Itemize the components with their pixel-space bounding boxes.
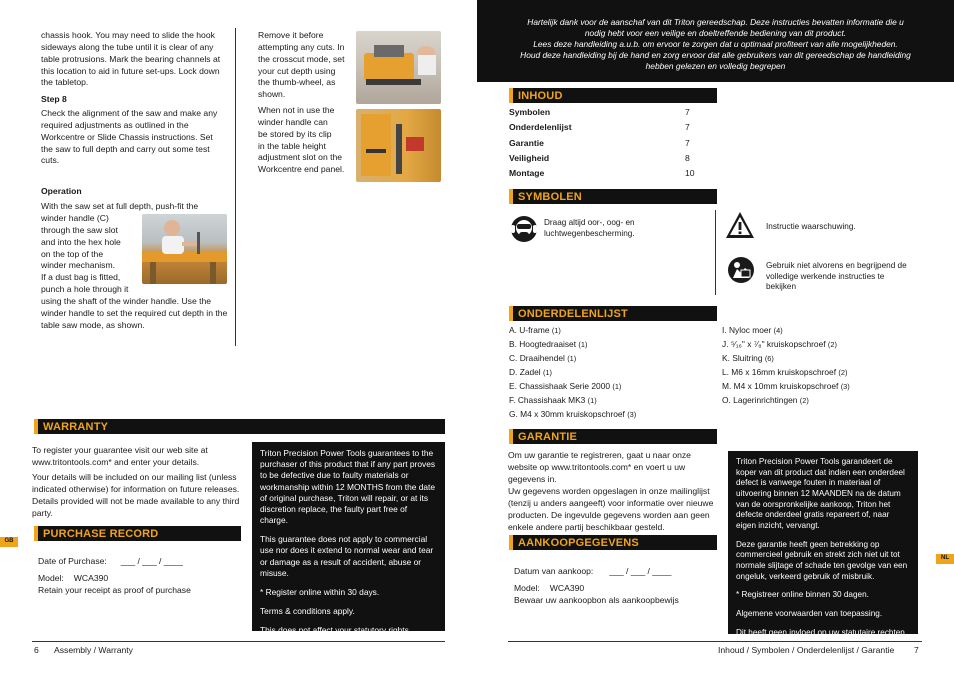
col2-text1: Remove it before attempting any cuts. In the crosscut mode, set your cut depth using the thumb-wheel, as shown. [258,30,345,100]
part-f: F. Chassishaak MK3 (1) [509,395,597,405]
symbols-divider [715,210,716,295]
warning-symbol-text: Instructie waarschuwing. [766,222,856,231]
read-manual-icon [727,256,755,284]
onderdelen-header: ONDERDELENLIJST [509,306,717,321]
warranty-header: WARRANTY [34,419,445,434]
toc-page-onderdelenlijst: 7 [685,122,690,132]
part-d: D. Zadel (1) [509,367,553,377]
part-j: J. ⁵⁄₁₆" x ⁷⁄₈" kruiskopschroef (2) [722,339,837,349]
toc-item-onderdelenlijst: Onderdelenlijst [509,122,572,132]
manual-symbol-text: Gebruik niet alvorens en begrijpend de volledige werkende instructies te bekijken [766,261,907,291]
aankoop-date: Datum van aankoop: ___ / ___ / ____ [514,566,672,576]
toc-item-veiligheid: Veiligheid [509,153,550,163]
operation-title: Operation [41,186,82,196]
step8-title: Step 8 [41,94,67,104]
purchase-record-header: PURCHASE RECORD [34,526,241,541]
symbolen-header: SYMBOLEN [509,189,717,204]
operation-line1: With the saw set at full depth, push-fit the [41,201,199,211]
part-m: M. M4 x 10mm kruiskopschroef (3) [722,381,850,391]
garantie-header: GARANTIE [509,429,717,444]
part-c: C. Draaihendel (1) [509,353,577,363]
col2-text2: When not in use the winder handle can be stored by its clip in the table height adjustment slot on the Workcentre end panel. [258,105,345,175]
garantie-p1: Om uw garantie te registreren, gaat u naar onze website op www.tritontools.com* en voert u uw gegevens in. [508,450,691,484]
part-l: L. M6 x 16mm kruiskopschroef (2) [722,367,848,377]
aankoopgegevens-header: AANKOOPGEGEVENS [509,535,717,550]
ppe-icon [510,214,538,244]
warranty-p1: To register your guarantee visit our web site at www.tritontools.com* and enter your details. [32,445,208,467]
part-o: O. Lagerinrichtingen (2) [722,395,809,405]
toc-page-montage: 10 [685,168,695,178]
part-k: K. Sluitring (6) [722,353,774,363]
toc-page-symbolen: 7 [685,107,690,117]
aankoop-model: Model: WCA390 [514,583,585,593]
part-b: B. Hoogtedraaiset (1) [509,339,588,349]
left-column-divider [235,28,236,346]
right-footer-rule [508,641,922,642]
toc-item-garantie: Garantie [509,138,544,148]
toc-page-garantie: 7 [685,138,690,148]
right-footer-title: Inhoud / Symbolen / Onderdelenlijst / Garantie [718,645,895,655]
part-a: A. U-frame (1) [509,325,561,335]
winder-photo [142,214,227,284]
part-e: E. Chassishaak Serie 2000 (1) [509,381,622,391]
purchase-model: Model: WCA390 [38,573,109,583]
toc-item-montage: Montage [509,168,545,178]
thumbwheel-photo [356,31,441,104]
left-footer-rule [32,641,445,642]
purchase-date: Date of Purchase: ___ / ___ / ____ [38,556,183,566]
right-footer-page: 7 [914,645,919,655]
guarantee-box: Triton Precision Power Tools guarantees to the purchaser of this product that if any part proves to be defective due to faulty materials or workmanship within 12 MONTHS from the date of original purchase, Triton will repair, or at its discretion replace, the faulty part free of charge. This guarantee does not apply to commercial use nor does it extend to normal wear and tear or damage as a result of accident, abuse or misuse. * Register online within 30 days. Terms & conditions apply. This does not affect your statutory rights [252,442,445,631]
side-tab-nl: NL [936,554,954,564]
garantie-p2: Uw gegevens worden opgeslagen in onze mailinglijst (tenzij u anders aangeeft) voor informatie over nieuwe producten. De ingevulde gegevens worden aan geen enkele andere partij beschikbaar gesteld. [508,486,714,532]
intro-banner: Hartelijk dank voor de aanschaf van dit Triton gereedschap. Deze instructies bevatten informatie die u nodig hebt voor een veilige en doeltreffende bediening van dit product. Lees deze handleiding a.u.b. om ervoor te zorgen dat u optimaal profiteert van alle mogelijkheden. Houd deze handleiding bij de hand en zorg ervoor dat alle gebruikers van dit gereedschap de handleiding hebben gelezen en volledig begrepen [477,0,954,82]
warning-triangle-icon [725,211,755,239]
part-i: I. Nyloc moer (4) [722,325,783,335]
left-footer-title: Assembly / Warranty [54,645,133,655]
side-tab-gb: GB [0,537,18,547]
operation-rest: using the shaft of the winder handle. Use the winder handle to set the required cut depth in the table saw mode, as shown. [41,296,228,330]
left-footer-page: 6 [34,645,39,655]
storage-photo [356,109,441,182]
warranty-p2: Your details will be included on our mailing list (unless indicated otherwise) for information on future releases. Details provided will not be made available to any third party. [32,472,240,518]
operation-wrap: winder handle (C) through the saw slot and into the hex hole on the top of the winder mechanism. If a dust bag is fitted, punch a hole through it [41,213,129,295]
garantie-box: Triton Precision Power Tools garandeert de koper van dit product dat indien een onderdeel defect is vanwege fouten in materiaal of uitvoering binnen 12 MAANDEN na de datum van de oorspronkelijke aankoop, Triton het defecte onderdeel gratis repareert of, naar eigen inzicht, vervangt. Deze garantie heeft geen betrekking op commercieel gebruik en strekt zich niet uit tot normale slijtage of schade ten gevolge van een ongeluk, verkeerd gebruik of misbruik. * Registreer online binnen 30 dagen. Algemene voorwaarden van toepassing. Dit heeft geen invloed op uw statutaire rechten [728,451,918,634]
ppe-symbol-text: Draag altijd oor-, oog- en luchtwegenbescherming. [544,218,635,238]
aankoop-retain: Bewaar uw aankoopbon als aankoopbewijs [514,595,679,605]
inhoud-header: INHOUD [509,88,717,103]
col1-intro: chassis hook. You may need to slide the hook sideways along the tube until it is clear of any table protrusions. Mark the bearing channels at this location to aid in future set-ups. Lock down the tabletop. [41,30,221,88]
toc-item-symbolen: Symbolen [509,107,551,117]
purchase-retain: Retain your receipt as proof of purchase [38,585,191,595]
toc-page-veiligheid: 8 [685,153,690,163]
part-g: G. M4 x 30mm kruiskopschroef (3) [509,409,637,419]
step8-text: Check the alignment of the saw and make any required adjustments as outlined in the Workcentre or Slide Chassis instructions. Set the saw to full depth and carry out some test cuts. [41,108,218,166]
